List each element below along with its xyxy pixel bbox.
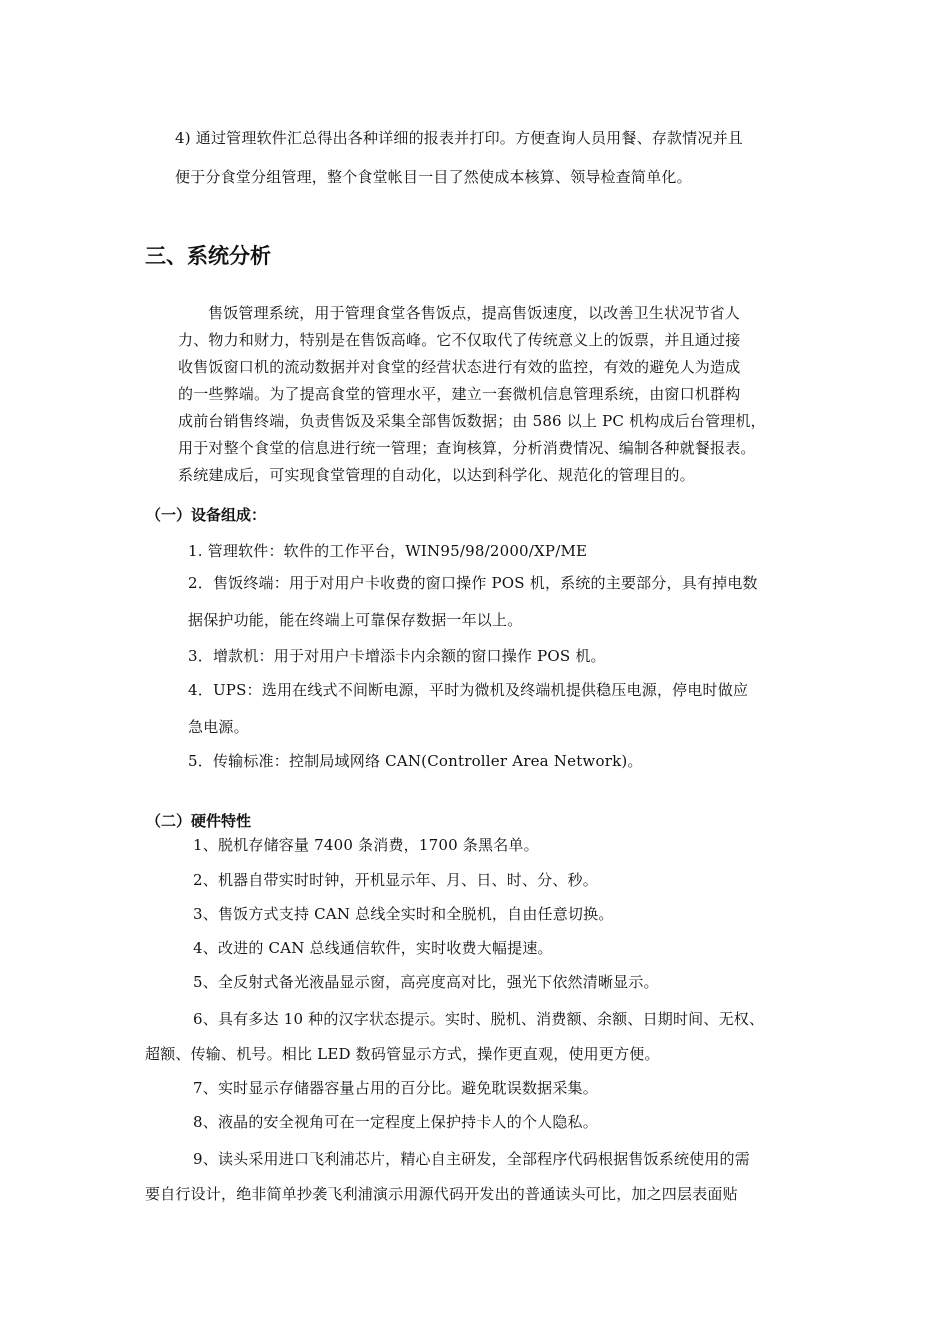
hardware-line-10: 9、读头采用进口飞利浦芯片，精心自主研发，全部程序代码根据售饭系统使用的需 — [193, 1150, 750, 1168]
equipment-line-6: 急电源。 — [188, 718, 249, 736]
equipment-line-5: 4．UPS：选用在线式不间断电源，平时为微机及终端机提供稳压电源，停电时做应 — [188, 681, 749, 699]
hardware-line-2: 2、机器自带实时时钟，开机显示年、月、日、时、分、秒。 — [193, 871, 598, 889]
hardware-line-1: 1、脱机存储容量 7400 条消费，1700 条黑名单。 — [193, 836, 539, 854]
overview-line-1: 售饭管理系统，用于管理食堂各售饭点，提高售饭速度，以改善卫生状况节省人 — [208, 304, 741, 322]
intro-item-line-1: 4) 通过管理软件汇总得出各种详细的报表并打印。方便查询人员用餐、存款情况并且 — [175, 129, 743, 147]
hardware-line-9: 8、液晶的安全视角可在一定程度上保护持卡人的个人隐私。 — [193, 1113, 598, 1131]
overview-line-7: 系统建成后，可实现食堂管理的自动化，以达到科学化、规范化的管理目的。 — [178, 466, 695, 484]
hardware-title: （二）硬件特性 — [146, 812, 252, 830]
overview-line-4: 的一些弊端。为了提高食堂的管理水平，建立一套微机信息管理系统，由窗口机群构 — [178, 385, 741, 403]
equipment-line-2: 2．售饭终端：用于对用户卡收费的窗口操作 POS 机，系统的主要部分，具有掉电数 — [188, 574, 758, 592]
hardware-line-8: 7、实时显示存储器容量占用的百分比。避免耽误数据采集。 — [193, 1079, 598, 1097]
overview-line-3: 收售饭窗口机的流动数据并对食堂的经营状态进行有效的监控，有效的避免人为造成 — [178, 358, 741, 376]
overview-line-5: 成前台销售终端，负责售饭及采集全部售饭数据；由 586 以上 PC 机构成后台管理机， — [178, 412, 766, 430]
hardware-line-5: 5、全反射式备光液晶显示窗，高亮度高对比，强光下依然清晰显示。 — [193, 973, 659, 991]
section-title: 三、系统分析 — [145, 244, 271, 268]
equipment-line-4: 3．增款机：用于对用户卡增添卡内余额的窗口操作 POS 机。 — [188, 647, 606, 665]
equipment-line-7: 5．传输标准：控制局域网络 CAN(Controller Area Network)。 — [188, 752, 643, 770]
equipment-line-3: 据保护功能，能在终端上可靠保存数据一年以上。 — [188, 611, 523, 629]
equipment-line-1: 1. 管理软件：软件的工作平台，WIN95/98/2000/XP/ME — [188, 542, 588, 560]
overview-line-2: 力、物力和财力，特别是在售饭高峰。它不仅取代了传统意义上的饭票，并且通过接 — [178, 331, 741, 349]
overview-line-6: 用于对整个食堂的信息进行统一管理；查询核算，分析消费情况、编制各种就餐报表。 — [178, 439, 756, 457]
hardware-line-6: 6、具有多达 10 种的汉字状态提示。实时、脱机、消费额、余额、日期时间、无权、 — [193, 1010, 765, 1028]
intro-item-line-2: 便于分食堂分组管理，整个食堂帐目一目了然使成本核算、领导检查简单化。 — [175, 168, 692, 186]
hardware-line-11: 要自行设计，绝非简单抄袭飞利浦演示用源代码开发出的普通读头可比，加之四层表面贴 — [145, 1185, 738, 1203]
equipment-title: （一）设备组成： — [146, 506, 267, 524]
hardware-line-4: 4、改进的 CAN 总线通信软件，实时收费大幅提速。 — [193, 939, 553, 957]
hardware-line-7: 超额、传输、机号。相比 LED 数码管显示方式，操作更直观，使用更方便。 — [145, 1045, 660, 1063]
hardware-line-3: 3、售饭方式支持 CAN 总线全实时和全脱机，自由任意切换。 — [193, 905, 614, 923]
